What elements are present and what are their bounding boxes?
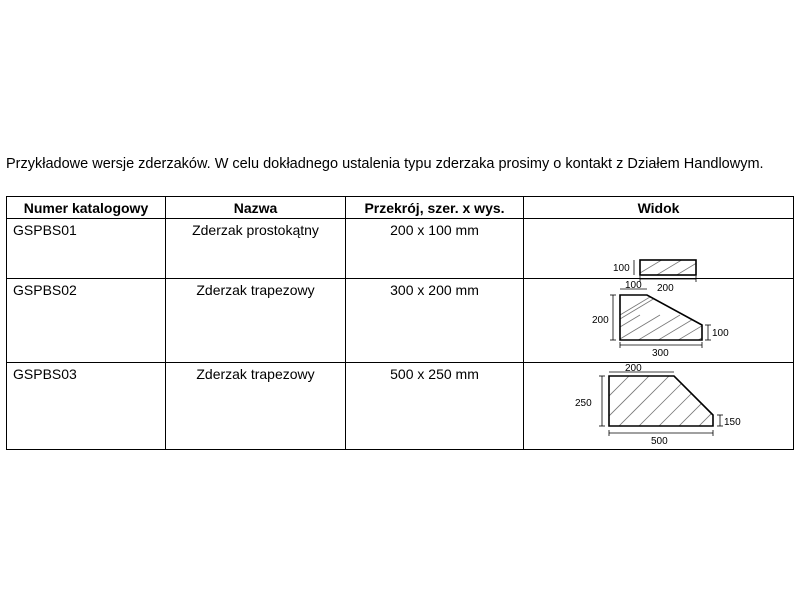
header-view: Widok [524, 197, 794, 219]
view-cell [524, 363, 794, 450]
dim-width-label: 200 [657, 283, 674, 294]
intro-text: Przykładowe wersje zderzaków. W celu dokładnego ustalenia typu zderzaka prosimy o kontakt z Działem Handlowym. [6, 156, 764, 172]
view-cell [524, 279, 794, 363]
header-name: Nazwa [166, 197, 346, 219]
table-header-row [7, 197, 794, 219]
section-cell: 500 x 250 mm [346, 363, 524, 450]
dim-width-label: 300 [652, 348, 669, 359]
dim-right-label: 150 [724, 417, 741, 428]
catalog-number-cell: GSPBS02 [7, 279, 166, 363]
dim-right-label: 100 [712, 328, 729, 339]
dim-height-label: 250 [575, 398, 592, 409]
section-cell: 200 x 100 mm [346, 219, 524, 279]
table-row [7, 219, 794, 279]
catalog-number-cell: GSPBS03 [7, 363, 166, 450]
table-row [7, 363, 794, 450]
catalog-table [6, 196, 794, 450]
name-cell: Zderzak trapezowy [166, 279, 346, 363]
catalog-number-cell: GSPBS01 [7, 219, 166, 279]
dim-top-label: 100 [625, 280, 642, 291]
header-catalog-number: Numer katalogowy [7, 197, 166, 219]
hatching [574, 376, 749, 431]
name-cell: Zderzak trapezowy [166, 363, 346, 450]
header-cross-section: Przekrój, szer. x wys. [346, 197, 524, 219]
dim-height-label: 100 [613, 263, 630, 274]
dim-width-label: 500 [651, 436, 668, 447]
rectangular-bumper-drawing [524, 219, 794, 294]
section-cell: 300 x 200 mm [346, 279, 524, 363]
trapezoid-bumper-drawing [524, 279, 794, 359]
dim-height-label: 200 [592, 315, 609, 326]
name-cell: Zderzak prostokątny [166, 219, 346, 279]
table-row [7, 279, 794, 363]
trapezoid-bumper-drawing [524, 363, 794, 446]
dim-top-label: 200 [625, 363, 642, 374]
view-cell [524, 219, 794, 294]
